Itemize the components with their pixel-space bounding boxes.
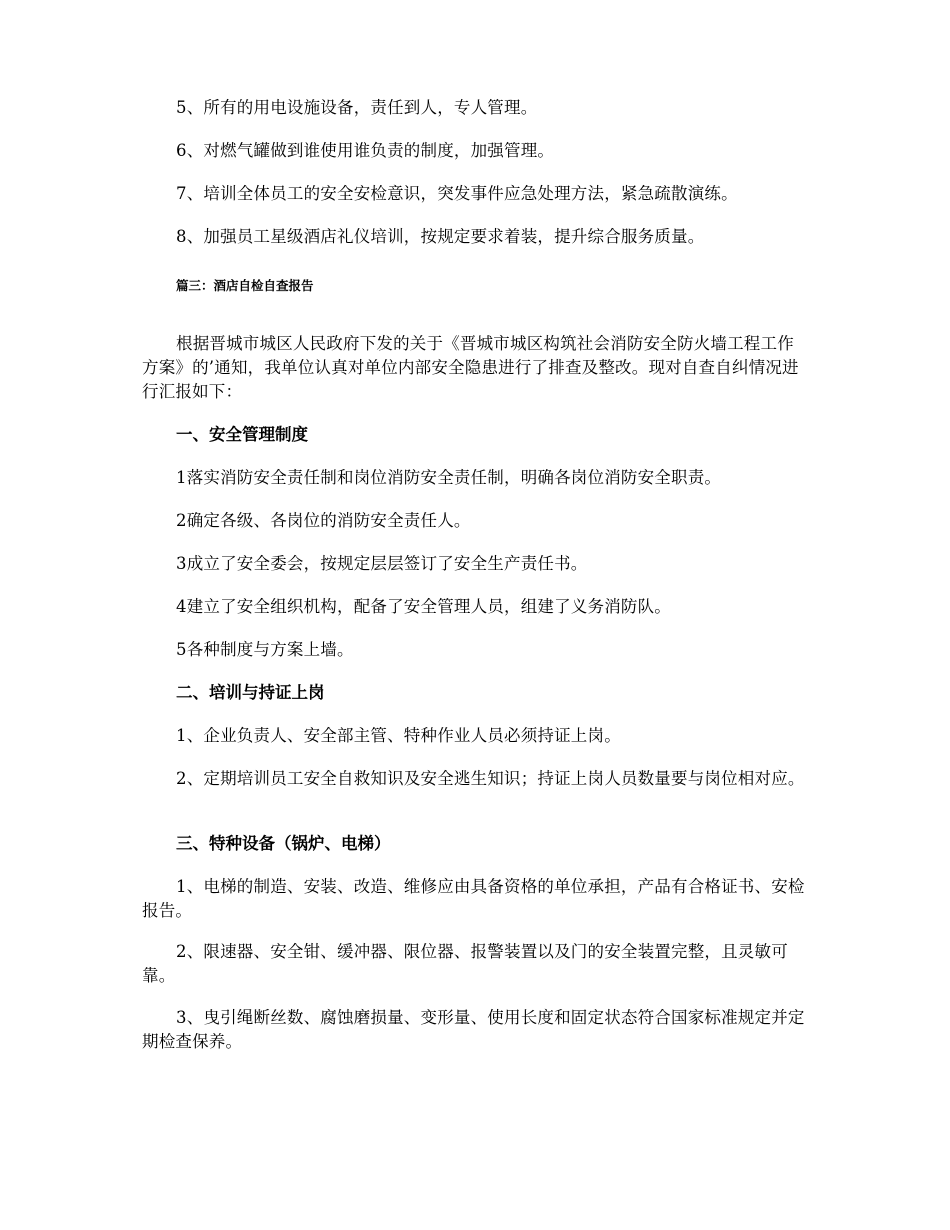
list-item: 3、曳引绳断丝数、腐蚀磨损量、变形量、使用长度和固定状态符合国家标准规定并定期检查保养。 [142,1008,805,1051]
list-item: 2、定期培训员工安全自救知识及安全逃生知识；持证上岗人员数量要与岗位相对应。 [176,769,805,788]
intro-paragraph: 根据晋城市城区人民政府下发的关于《晋城市城区构筑社会消防安全防火墙工程工作方案》的’通知，我单位认真对单位内部安全隐患进行了排查及整改。现对自查自纠情况进行汇报如下： [142,334,799,401]
list-item: 5各种制度与方案上墙。 [176,640,354,659]
section-heading-special-equipment: 三、特种设备（锅炉、电梯） [176,834,391,853]
list-item: 6、对燃气罐做到谁使用谁负责的制度，加强管理。 [176,141,555,160]
list-item: 1、企业负责人、安全部主管、特种作业人员必须持证上岗。 [176,726,621,745]
section-heading-safety-management: 一、安全管理制度 [176,425,308,444]
list-item: 3成立了安全委会，按规定层层签订了安全生产责任书。 [176,554,588,573]
list-item: 1、电梯的制造、安装、改造、维修应由具备资格的单位承担，产品有合格证书、安检报告。 [142,877,805,920]
section-title: 篇三：酒店自检自查报告 [176,278,314,293]
list-item: 8、加强员工星级酒店礼仪培训，按规定要求着装，提升综合服务质量。 [176,227,705,246]
list-item: 4建立了安全组织机构，配备了安全管理人员，组建了义务消防队。 [176,597,671,616]
list-item: 2确定各级、各岗位的消防安全责任人。 [176,511,471,530]
list-item: 7、培训全体员工的安全安检意识，突发事件应急处理方法，紧急疏散演练。 [176,184,738,203]
list-item: 2、限速器、安全钳、缓冲器、限位器、报警装置以及门的安全装置完整，且灵敏可靠。 [142,942,788,985]
list-item: 1落实消防安全责任制和岗位消防安全责任制，明确各岗位消防安全职责。 [176,468,722,487]
list-item: 5、所有的用电设施设备，责任到人，专人管理。 [176,98,538,117]
section-heading-training: 二、培训与持证上岗 [176,683,325,702]
